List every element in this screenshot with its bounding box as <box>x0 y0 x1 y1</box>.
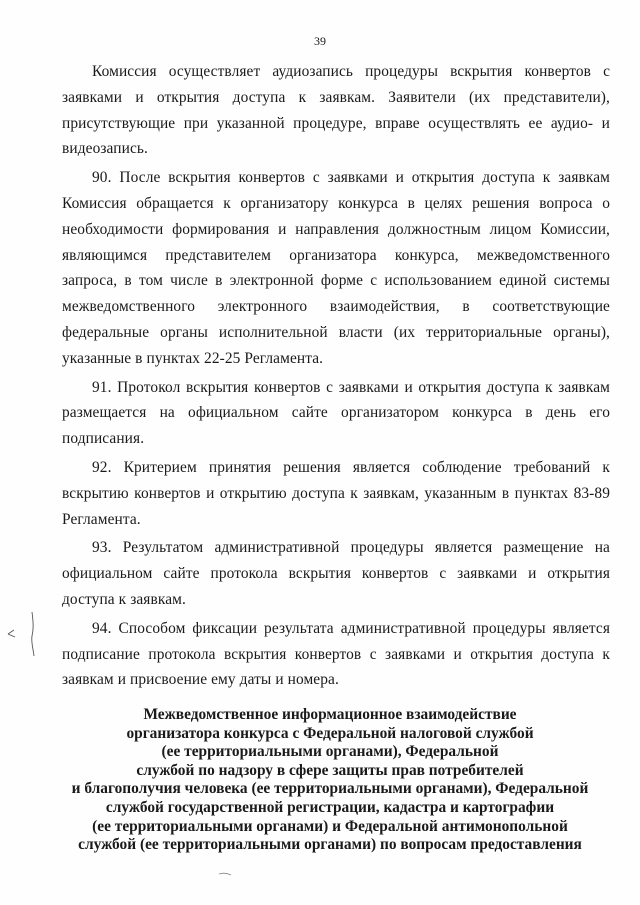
document-body <box>62 59 610 696</box>
paragraph-audio-recording: Комиссия осуществляет аудиозапись процедуры вскрытия конвертов с заявками и открытия доступа к заявкам. Заявители (их представители), присутствующие при указанной процедуре, вправе осуществлять ее аудио- и видеозапись. <box>62 63 610 158</box>
heading-line: и благополучия человека (ее территориальными органами), Федеральной <box>71 780 589 798</box>
heading-line: службой государственной регистрации, кадастра и картографии <box>105 798 555 816</box>
heading-line: (ее территориальными органами), Федеральной <box>161 743 499 761</box>
heading-line: организатора конкурса с Федеральной налоговой службой <box>126 724 534 742</box>
paragraph-90: 90. После вскрытия конвертов с заявками и открытия доступа к заявкам Комиссия обращается к организатору конкурса в целях решения вопроса о необходимости формирования и направления должностным лицом Комиссии, являющимся представителем организатора конкурса, межведомственного запроса, в том числе в электронной форме с использованием единой системы межведомственного электронного взаимодействия, в соответствующие федеральные органы исполнительной власти (их территориальные органы), указанные в пунктах 22-25 Регламента. <box>62 169 610 367</box>
margin-pencil-mark <box>6 610 36 658</box>
paragraph-91: 91. Протокол вскрытия конвертов с заявками и открытия доступа к заявкам размещается на официальном сайте организатором конкурса в день его подписания. <box>62 378 610 448</box>
heading-line: службой (ее территориальными органами) по вопросам предоставления <box>78 836 582 854</box>
paragraph-94: 94. Способом фиксации результата административной процедуры является подписание протокола вскрытия конвертов с заявками и открытия доступа к заявкам и присвоение ему даты и номера. <box>62 619 610 689</box>
page-number: 39 <box>314 34 326 48</box>
paragraph-92: 92. Критерием принятия решения является соблюдение требований к вскрытию конвертов и открытию доступа к заявкам, указанным в пунктах 83-89 Регламента. <box>62 458 610 528</box>
heading-line: (ее территориальными органами) и Федеральной антимонопольной <box>92 817 568 835</box>
heading-line: службой по надзору в сфере защиты прав потребителей <box>136 761 524 779</box>
paragraph-93: 93. Результатом административной процедуры является размещение на официальном сайте протокола вскрытия конвертов с заявками и открытия доступа к заявкам. <box>62 539 610 608</box>
heading-line: Межведомственное информационное взаимодействие <box>143 706 517 723</box>
scan-artifact-mark <box>218 872 232 876</box>
section-heading <box>60 706 600 855</box>
